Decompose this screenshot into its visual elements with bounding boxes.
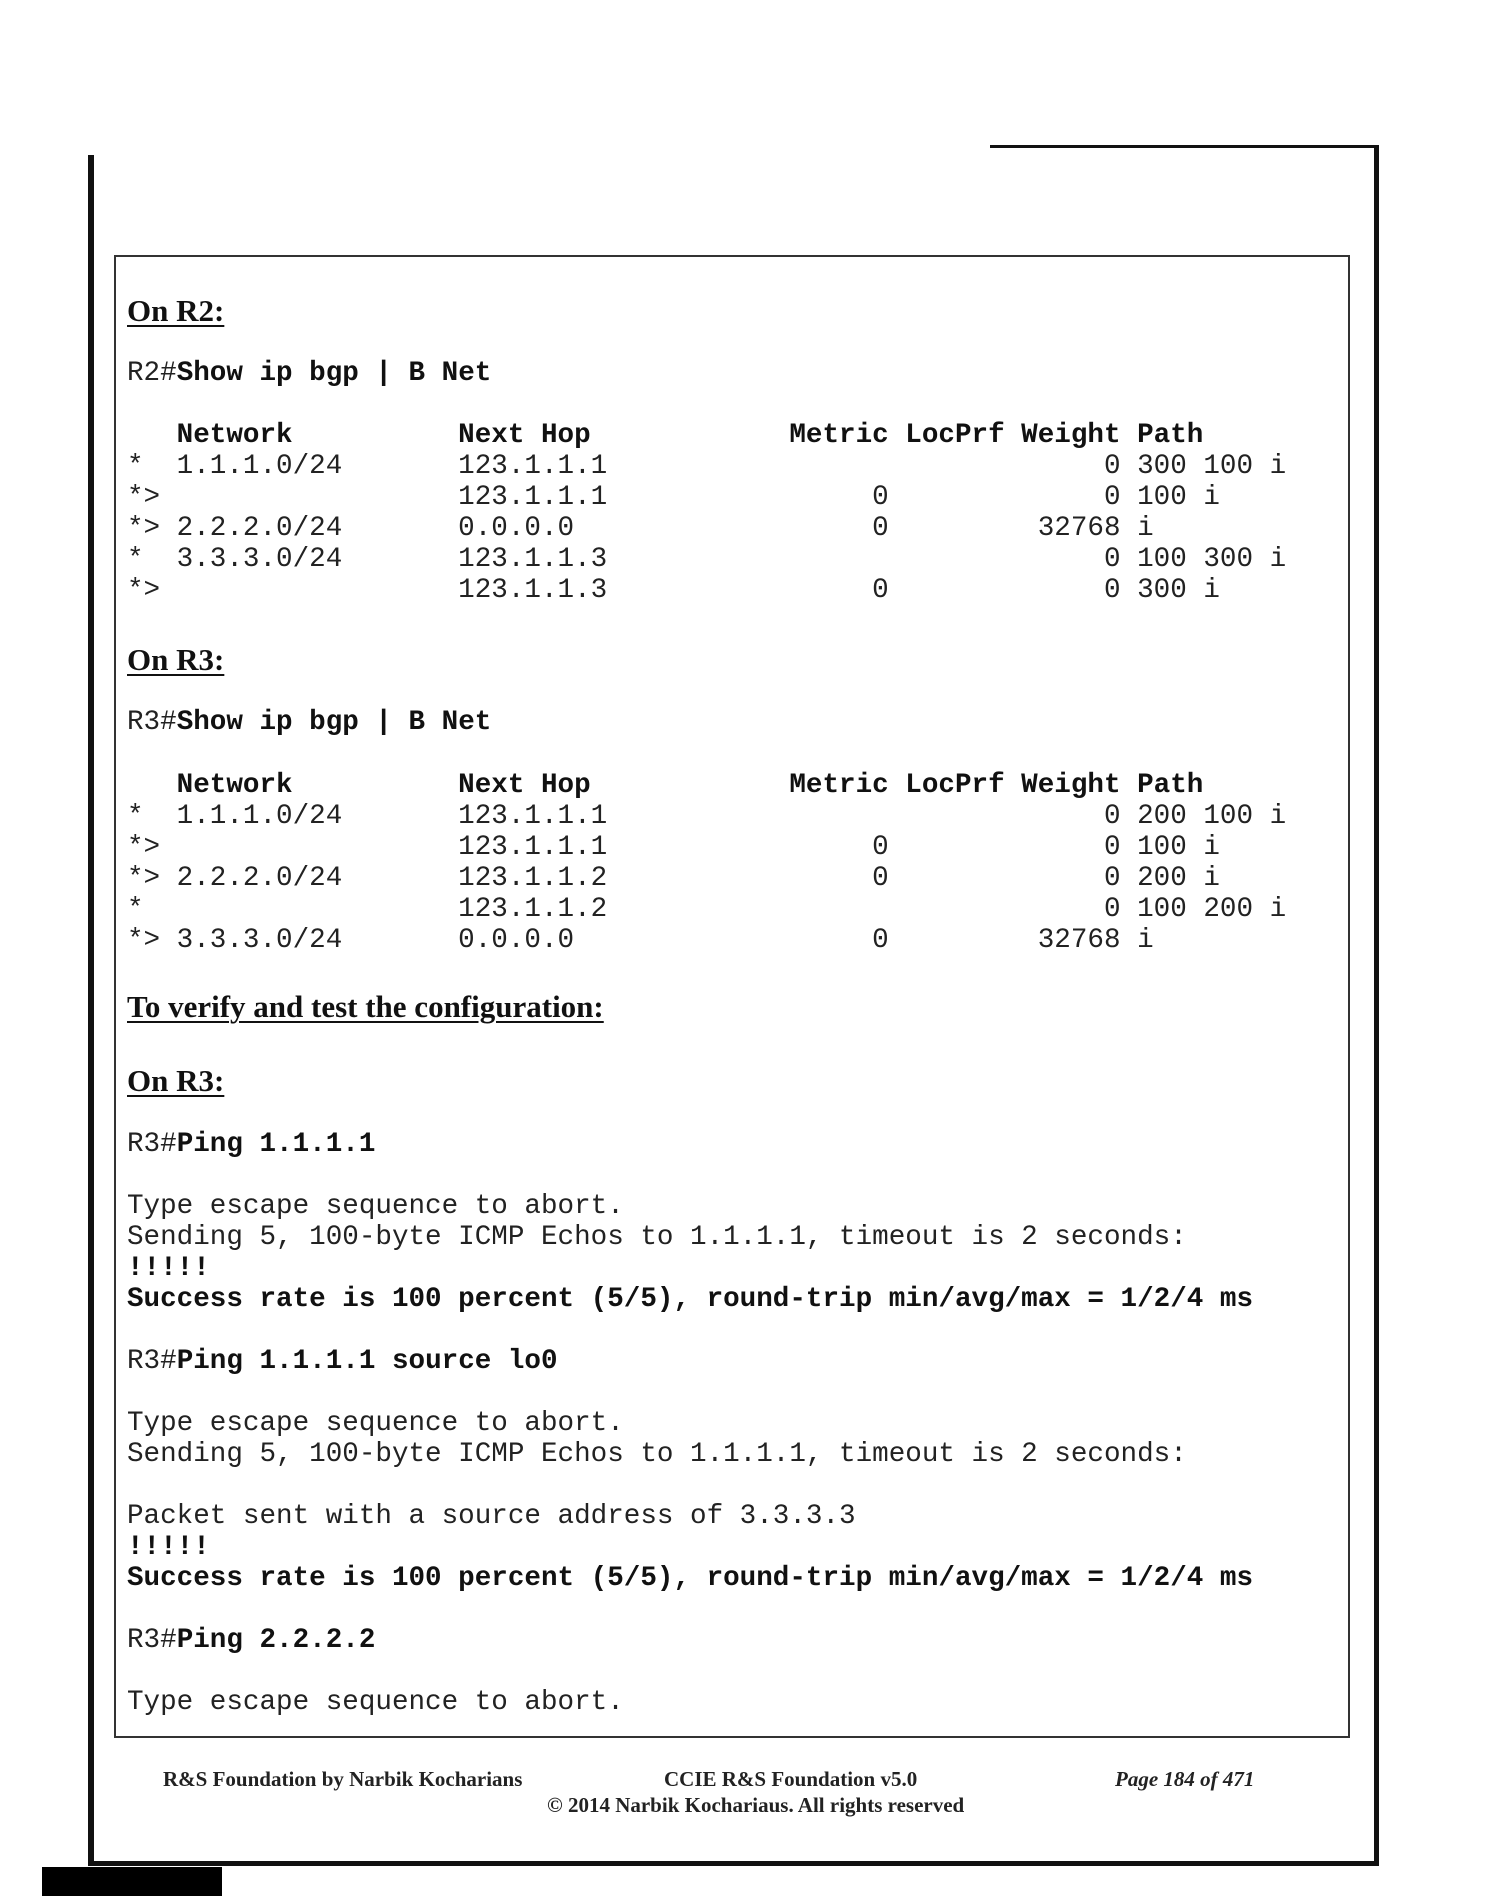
section-heading-verify: To verify and test the configuration: xyxy=(127,989,604,1024)
table-row: *> 3.3.3.0/24 0.0.0.0 0 32768 i xyxy=(127,925,1154,956)
scan-artifact-block xyxy=(42,1867,222,1896)
table-row: *> 2.2.2.0/24 0.0.0.0 0 32768 i xyxy=(127,513,1154,544)
ping2-result: Success rate is 100 percent (5/5), round-trip min/avg/max = 1/2/4 ms xyxy=(127,1563,1254,1594)
ping2-bangs: !!!!! xyxy=(127,1532,210,1563)
ping1-bangs: !!!!! xyxy=(127,1253,210,1284)
ping1-result: Success rate is 100 percent (5/5), round-trip min/avg/max = 1/2/4 ms xyxy=(127,1284,1254,1315)
footer-title: CCIE R&S Foundation v5.0 xyxy=(664,1767,918,1791)
ping3-command: Ping 2.2.2.2 xyxy=(176,1625,376,1656)
ping3-output-line: Type escape sequence to abort. xyxy=(127,1687,624,1718)
section-heading-r2: On R2: xyxy=(127,293,225,328)
ping1-output-line: Sending 5, 100-byte ICMP Echos to 1.1.1.1, timeout is 2 seconds: xyxy=(127,1222,1187,1253)
r3-prompt: R3# xyxy=(127,707,177,738)
section-heading-r3-verify: On R3: xyxy=(127,1063,225,1098)
r2-bgp-table xyxy=(127,420,1286,606)
page-border-top xyxy=(990,145,1379,148)
blank-line xyxy=(127,1160,1253,1191)
table-row: * 123.1.1.2 0 100 200 i xyxy=(127,894,1287,925)
ping2-block xyxy=(127,1346,1253,1594)
ping1-output-line: Type escape sequence to abort. xyxy=(127,1191,624,1222)
ping2-output-line: Sending 5, 100-byte ICMP Echos to 1.1.1.1, timeout is 2 seconds: xyxy=(127,1439,1187,1470)
blank-line xyxy=(127,1470,1253,1501)
section-heading-r3: On R3: xyxy=(127,642,225,677)
page-border-left xyxy=(88,155,94,1866)
table-row: * 3.3.3.0/24 123.1.1.3 0 100 300 i xyxy=(127,544,1287,575)
r2-command-text: Show ip bgp | B Net xyxy=(176,358,492,389)
r3-command-text: Show ip bgp | B Net xyxy=(176,707,492,738)
blank-line xyxy=(127,1377,1253,1408)
ping2-prompt: R3# xyxy=(127,1346,177,1377)
table-row: *> 123.1.1.3 0 0 300 i xyxy=(127,575,1220,606)
ping3-block xyxy=(127,1625,624,1718)
r3-table-header: Network Next Hop Metric LocPrf Weight Path xyxy=(127,770,1204,801)
table-row: * 1.1.1.0/24 123.1.1.1 0 300 100 i xyxy=(127,451,1287,482)
ping3-prompt: R3# xyxy=(127,1625,177,1656)
ping2-source-line: Packet sent with a source address of 3.3.3.3 xyxy=(127,1501,856,1532)
ping1-prompt: R3# xyxy=(127,1129,177,1160)
ping1-command-line xyxy=(127,1129,1253,1160)
table-row: *> 123.1.1.1 0 0 100 i xyxy=(127,832,1220,863)
r3-bgp-table xyxy=(127,770,1286,956)
footer-author: R&S Foundation by Narbik Kocharians xyxy=(163,1767,523,1791)
footer-page-number: Page 184 of 471 xyxy=(1115,1767,1255,1791)
page-border-right xyxy=(1374,145,1379,1866)
table-row: *> 2.2.2.0/24 123.1.1.2 0 0 200 i xyxy=(127,863,1220,894)
ping2-command-line xyxy=(127,1346,1253,1377)
page-border-bottom xyxy=(88,1861,1379,1866)
footer-copyright: © 2014 Narbik Kochariaus. All rights reserved xyxy=(547,1793,965,1817)
r2-table-header: Network Next Hop Metric LocPrf Weight Path xyxy=(127,420,1204,451)
ping2-command: Ping 1.1.1.1 source lo0 xyxy=(176,1346,558,1377)
r2-prompt: R2# xyxy=(127,358,177,389)
blank-line xyxy=(127,1656,624,1687)
r2-command xyxy=(127,358,491,389)
ping3-command-line xyxy=(127,1625,624,1656)
ping2-output-line: Type escape sequence to abort. xyxy=(127,1408,624,1439)
table-row: *> 123.1.1.1 0 0 100 i xyxy=(127,482,1220,513)
ping1-block xyxy=(127,1129,1253,1315)
ping1-command: Ping 1.1.1.1 xyxy=(176,1129,376,1160)
table-row: * 1.1.1.0/24 123.1.1.1 0 200 100 i xyxy=(127,801,1287,832)
r3-command xyxy=(127,707,491,738)
